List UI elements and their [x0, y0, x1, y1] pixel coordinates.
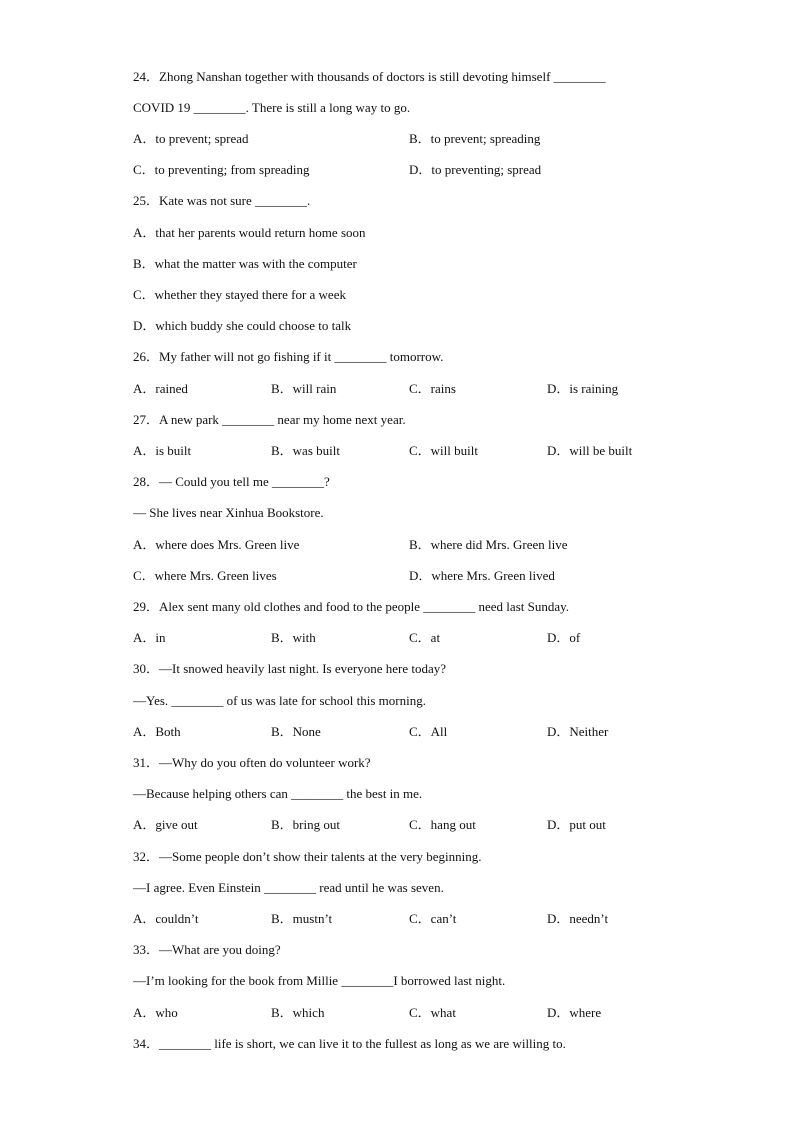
question-28-option-d: D．where Mrs. Green lived	[409, 568, 555, 583]
question-27-option-a: A．is built	[133, 443, 192, 458]
question-27-option-c: C．will built	[409, 443, 478, 458]
question-32-option-a: A．couldn’t	[133, 911, 199, 926]
question-24-option-d: D．to preventing; spread	[409, 162, 542, 177]
question-26-option-d: D．is raining	[547, 381, 619, 396]
question-34-stem: 34．________ life is short, we can live it to the fullest as long as we are willing to.	[133, 1036, 566, 1051]
question-29-option-a: A．in	[133, 630, 166, 645]
question-32-option-b: B．mustn’t	[271, 911, 333, 926]
question-24-option-a: A．to prevent; spread	[133, 131, 249, 146]
question-28-stem-line-2: — She lives near Xinhua Bookstore.	[133, 505, 324, 520]
question-25-option-a: A．that her parents would return home soon	[133, 225, 366, 240]
question-29-option-c: C．at	[409, 630, 441, 645]
question-28-option-a: A．where does Mrs. Green live	[133, 537, 300, 552]
question-31-option-a: A．give out	[133, 817, 198, 832]
question-30-option-d: D．Neither	[547, 724, 609, 739]
question-28-stem-line-1: 28．— Could you tell me ________?	[133, 474, 330, 489]
question-30-stem-line-2: —Yes. ________ of us was late for school this morning.	[133, 693, 426, 708]
question-29-option-d: D．of	[547, 630, 581, 645]
question-33-option-d: D．where	[547, 1005, 602, 1020]
question-25-option-c: C．whether they stayed there for a week	[133, 287, 346, 302]
question-24-option-b: B．to prevent; spreading	[409, 131, 541, 146]
question-27-option-d: D．will be built	[547, 443, 633, 458]
question-30-option-b: B．None	[271, 724, 321, 739]
question-31-stem-line-2: —Because helping others can ________ the best in me.	[133, 786, 423, 801]
question-32-stem-line-1: 32．—Some people don’t show their talents at the very beginning.	[133, 849, 482, 864]
question-29-option-b: B．with	[271, 630, 316, 645]
question-33-option-c: C．what	[409, 1005, 456, 1020]
question-33-option-b: B．which	[271, 1005, 325, 1020]
question-25-stem: 25．Kate was not sure ________.	[133, 193, 311, 208]
question-32-option-d: D．needn’t	[547, 911, 609, 926]
question-26-option-b: B．will rain	[271, 381, 337, 396]
question-27-stem: 27．A new park ________ near my home next year.	[133, 412, 406, 427]
question-31-stem-line-1: 31．—Why do you often do volunteer work?	[133, 755, 371, 770]
question-32-option-c: C．can’t	[409, 911, 457, 926]
question-33-stem-line-1: 33．—What are you doing?	[133, 942, 281, 957]
question-26-option-a: A．rained	[133, 381, 188, 396]
question-26-stem: 26．My father will not go fishing if it ________ tomorrow.	[133, 349, 444, 364]
question-24-option-c: C．to preventing; from spreading	[133, 162, 310, 177]
question-31-option-b: B．bring out	[271, 817, 340, 832]
question-24-stem-line-2: COVID 19 ________. There is still a long way to go.	[133, 100, 411, 115]
question-28-option-c: C．where Mrs. Green lives	[133, 568, 277, 583]
question-31-option-c: C．hang out	[409, 817, 476, 832]
question-28-option-b: B．where did Mrs. Green live	[409, 537, 568, 552]
question-32-stem-line-2: —I agree. Even Einstein ________ read until he was seven.	[133, 880, 444, 895]
question-25-option-d: D．which buddy she could choose to talk	[133, 318, 352, 333]
question-33-option-a: A．who	[133, 1005, 178, 1020]
question-30-option-c: C．All	[409, 724, 448, 739]
question-30-stem-line-1: 30．—It snowed heavily last night. Is everyone here today?	[133, 661, 446, 676]
question-25-option-b: B．what the matter was with the computer	[133, 256, 357, 271]
question-24-stem-line-1: 24．Zhong Nanshan together with thousands of doctors is still devoting himself ________	[133, 69, 606, 84]
question-27-option-b: B．was built	[271, 443, 340, 458]
question-31-option-d: D．put out	[547, 817, 606, 832]
question-29-stem: 29．Alex sent many old clothes and food to the people ________ need last Sunday.	[133, 599, 570, 614]
question-30-option-a: A．Both	[133, 724, 181, 739]
question-26-option-c: C．rains	[409, 381, 456, 396]
question-33-stem-line-2: —I’m looking for the book from Millie ________I borrowed last night.	[133, 973, 506, 988]
